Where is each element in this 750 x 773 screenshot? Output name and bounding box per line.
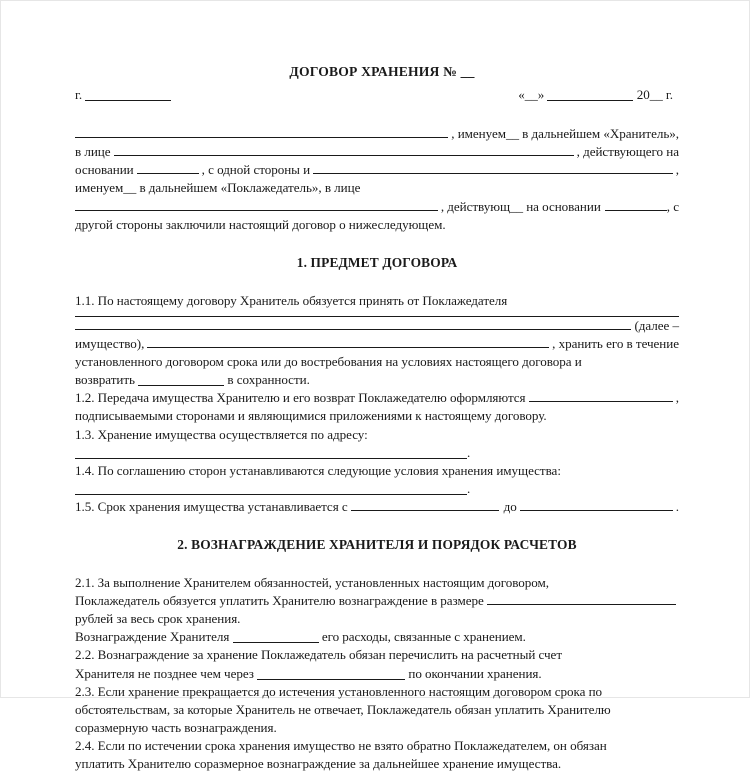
clause-2-2-line-2 (75, 665, 679, 683)
clause-2-1-line-1: 2.1. За выполнение Хранителем обязанностей, установленных настоящим договором, (75, 575, 550, 591)
clause-1-2-blank (529, 390, 673, 402)
bailor-intro-label: , с одной стороны и (201, 162, 311, 178)
clause-1-4-blank-row (75, 480, 679, 498)
bailor-rep-tail: , действующ__ на основании (440, 198, 601, 214)
city-blank (85, 89, 171, 101)
clause-1-1-vozvratit-tail: в сохранности. (227, 372, 310, 388)
clause-1-1-blank-line-b (75, 318, 631, 330)
clause-1-4-period: . (467, 480, 471, 496)
preamble-line-3 (75, 161, 679, 179)
date-day-label: «__» (518, 87, 548, 103)
city-field (75, 86, 171, 104)
clause-1-1-blank-line-c (147, 336, 549, 348)
clause-1-3: 1.3. Хранение имущества осуществляется по адресу: (75, 426, 368, 442)
preamble-line-2 (75, 143, 679, 161)
bailor-rep-blank (75, 199, 438, 211)
clause-2-2-term-tail: по окончании хранения. (408, 665, 542, 681)
clause-2-4-line-2: уплатить Хранителю соразмерное вознаграждение за дальнейшее хранение имущества. (75, 756, 562, 771)
clause-1-2-line-1 (75, 389, 679, 407)
clause-2-1-expenses-tail: его расходы, связанные с хранением. (321, 629, 526, 645)
clause-1-1-line-1: 1.1. По настоящему договору Хранитель обязуется принять от Поклажедателя (75, 292, 508, 308)
keeper-rep-blank (114, 144, 574, 156)
clause-2-1-amount-blank (487, 593, 676, 605)
clause-2-3-line-2: обстоятельствам, за которые Хранитель не отвечает, Поклажедатель обязан уплатить Хранителю (75, 701, 611, 717)
clause-1-1-line-5 (75, 371, 679, 389)
section-1-heading: 1. ПРЕДМЕТ ДОГОВОРА (296, 254, 458, 270)
clause-2-3-line-1: 2.3. Если хранение прекращается до истечения установленного настоящим договором срока по (75, 683, 603, 699)
clause-1-3-blank (75, 447, 467, 459)
bailor-name-blank (313, 162, 673, 174)
clause-1-1-hranit: , хранить его в течение (552, 336, 679, 352)
clause-2-1-expenses-line (75, 628, 679, 646)
clause-1-1-vozvratit-label: возвратить (75, 372, 135, 388)
clause-2-1-expenses-blank (233, 631, 319, 643)
keeper-rep-label: в лице (75, 144, 111, 160)
section-2-heading: 2. ВОЗНАГРАЖДЕНИЕ ХРАНИТЕЛЯ И ПОРЯДОК РАСЧЕТОВ (177, 536, 577, 552)
clause-2-2-line-1: 2.2. Вознаграждение за хранение Поклажедатель обязан перечислить на расчетный счет (75, 647, 562, 663)
date-year-label: 20__ г. (633, 87, 673, 103)
keeper-basis-blank (137, 162, 199, 174)
document-title: ДОГОВОР ХРАНЕНИЯ № __ (289, 64, 475, 79)
clause-1-5-do-label: до (503, 498, 517, 514)
keeper-name-blank (75, 126, 448, 138)
preamble-line-4: именуем__ в дальнейшем «Поклажедатель», в лице (75, 180, 361, 196)
city-label: г. (75, 87, 86, 103)
clause-1-5-from-blank (351, 499, 499, 511)
preamble-line-6: другой стороны заключили настоящий договор о нижеследующем. (75, 216, 446, 232)
clause-1-2-comma: , (675, 390, 679, 406)
clause-1-2-line-2: подписываемыми сторонами и являющимися приложениями к настоящему договору. (75, 408, 547, 424)
clause-1-3-period: . (467, 444, 471, 460)
clause-1-2-label: 1.2. Передача имущества Хранителю и его возврат Поклажедателю оформляются (75, 390, 526, 406)
preamble-line-1 (75, 125, 679, 143)
bailor-basis-blank (605, 199, 667, 211)
clause-2-3-line-3: соразмерную часть вознаграждения. (75, 719, 277, 735)
clause-2-1-line-3: рублей за весь срок хранения. (75, 611, 241, 627)
clause-1-1-dalee: (далее – (634, 317, 679, 333)
contract-body (75, 63, 679, 773)
keeper-basis-label: основании (75, 162, 134, 178)
date-month-blank (547, 89, 633, 101)
clause-2-1-amount-label: Поклажедатель обязуется уплатить Хранителю вознаграждение в размере (75, 593, 484, 609)
clause-2-1-line-2 (75, 592, 679, 610)
city-date-line (75, 86, 679, 104)
clause-2-1-expenses-label: Вознаграждение Хранителя (75, 629, 230, 645)
clause-1-4: 1.4. По соглашению сторон устанавливаются следующие условия хранения имущества: (75, 462, 561, 478)
clause-2-2-term-blank (257, 668, 405, 680)
clause-1-1-line-4: установленного договором срока или до востребования на условиях настоящего договора и (75, 354, 582, 370)
preamble-line-5 (75, 198, 679, 216)
clause-1-5-label: 1.5. Срок хранения имущества устанавливается с (75, 498, 348, 514)
date-field (518, 86, 679, 104)
clause-1-1-imushchestvo: имущество), (75, 336, 145, 352)
clause-1-5-to-blank (520, 499, 673, 511)
clause-1-4-blank (75, 483, 467, 495)
clause-2-4-line-1: 2.4. Если по истечении срока хранения имущество не взято обратно Поклажедателем, он обязан (75, 737, 607, 753)
clause-1-1-line-2 (75, 317, 679, 335)
clause-1-5 (75, 498, 679, 516)
keeper-name-tail: , именуем__ в дальнейшем «Хранитель», (451, 126, 679, 142)
bailor-basis-tail: , с (666, 198, 679, 214)
bailor-name-tail: , (675, 162, 679, 178)
clause-1-3-blank-row (75, 444, 679, 462)
keeper-rep-tail: , действующего на (576, 144, 679, 160)
clause-2-2-term-label: Хранителя не позднее чем через (75, 665, 254, 681)
clause-1-1-vozvratit-blank (138, 374, 224, 386)
clause-1-5-period: . (675, 498, 679, 514)
clause-1-1-line-3 (75, 335, 679, 353)
